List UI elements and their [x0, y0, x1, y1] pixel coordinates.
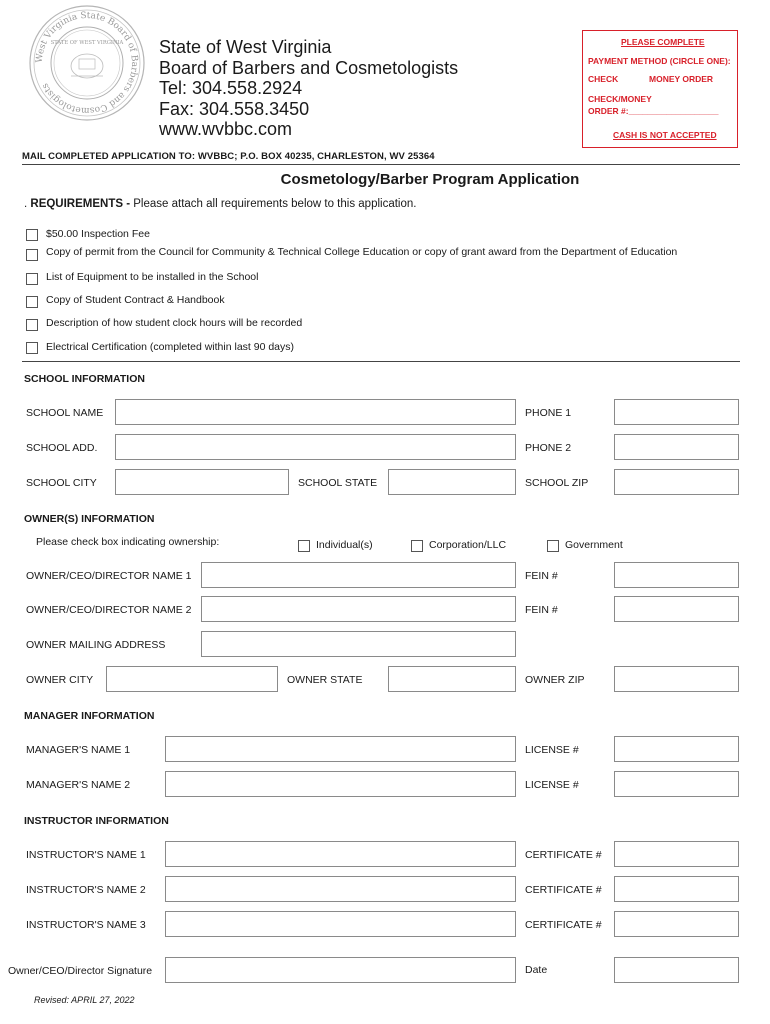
fein2-label: FEIN #: [525, 604, 558, 616]
manager-info-heading: MANAGER INFORMATION: [24, 710, 155, 722]
instructor-name1-input[interactable]: [165, 841, 516, 867]
ownership-individual-label: Individual(s): [316, 539, 373, 551]
manager-name1-label: MANAGER'S NAME 1: [26, 744, 131, 756]
phone2-label: PHONE 2: [525, 442, 572, 454]
fein2-input[interactable]: [614, 596, 739, 622]
payment-method-label: PAYMENT METHOD (CIRCLE ONE):: [588, 56, 731, 66]
school-state-label: SCHOOL STATE: [298, 477, 378, 489]
payment-method-box: [582, 30, 738, 148]
owner-name1-input[interactable]: [201, 562, 516, 588]
requirements-heading: . REQUIREMENTS - Please attach all requirements below to this application.: [24, 198, 417, 210]
date-label: Date: [525, 964, 548, 976]
owner-name2-input[interactable]: [201, 596, 516, 622]
school-state-input[interactable]: [388, 469, 516, 495]
date-input[interactable]: [614, 957, 739, 983]
ownership-individual-checkbox[interactable]: [298, 540, 310, 552]
owner-info-heading: OWNER(S) INFORMATION: [24, 513, 155, 525]
owner-name2-label: OWNER/CEO/DIRECTOR NAME 2: [26, 604, 192, 616]
instructor-name2-input[interactable]: [165, 876, 516, 902]
signature-input[interactable]: [165, 957, 516, 983]
payment-option-money-order[interactable]: MONEY ORDER: [649, 74, 714, 84]
school-city-label: SCHOOL CITY: [26, 477, 97, 489]
certificate3-input[interactable]: [614, 911, 739, 937]
mailing-instructions: MAIL COMPLETED APPLICATION TO: WVBBC; P.O. BOX 40235, CHARLESTON, WV 25364: [22, 151, 435, 162]
req-checkbox-clock-hours[interactable]: [26, 319, 38, 331]
license1-label: LICENSE #: [525, 744, 579, 756]
req-item-clock-hours: Description of how student clock hours will be recorded: [46, 317, 303, 329]
req-checkbox-permit[interactable]: [26, 249, 38, 261]
owner-mailing-input[interactable]: [201, 631, 516, 657]
board-contact-block: [159, 37, 458, 140]
owner-zip-label: OWNER ZIP: [525, 674, 585, 686]
payment-option-check[interactable]: CHECK: [588, 74, 619, 84]
certificate3-label: CERTIFICATE #: [525, 919, 602, 931]
manager-name2-label: MANAGER'S NAME 2: [26, 779, 131, 791]
certificate2-label: CERTIFICATE #: [525, 884, 602, 896]
signature-label: Owner/CEO/Director Signature: [8, 965, 153, 977]
fein1-label: FEIN #: [525, 570, 558, 582]
owner-mailing-label: OWNER MAILING ADDRESS: [26, 639, 166, 651]
owner-state-label: OWNER STATE: [287, 674, 363, 686]
ownership-prompt: Please check box indicating ownership:: [36, 536, 220, 548]
req-item-fee: $50.00 Inspection Fee: [46, 228, 150, 240]
owner-name1-label: OWNER/CEO/DIRECTOR NAME 1: [26, 570, 192, 582]
page-title: Cosmetology/Barber Program Application: [280, 171, 580, 188]
owner-city-label: OWNER CITY: [26, 674, 94, 686]
certificate1-label: CERTIFICATE #: [525, 849, 602, 861]
manager-name2-input[interactable]: [165, 771, 516, 797]
req-item-permit: Copy of permit from the Council for Community & Technical College Education or copy of grant award from the Department of Education: [46, 246, 678, 258]
state-board-seal: [28, 4, 146, 122]
org-line-1: State of West Virginia: [159, 37, 332, 57]
school-info-heading: SCHOOL INFORMATION: [24, 373, 145, 385]
owner-state-input[interactable]: [388, 666, 516, 692]
phone2-input[interactable]: [614, 434, 739, 460]
req-checkbox-equipment[interactable]: [26, 273, 38, 285]
school-name-label: SCHOOL NAME: [26, 407, 104, 419]
tel-number: Tel: 304.558.2924: [159, 78, 303, 98]
phone1-label: PHONE 1: [525, 407, 572, 419]
req-checkbox-electrical[interactable]: [26, 342, 38, 354]
fein1-input[interactable]: [614, 562, 739, 588]
school-zip-input[interactable]: [614, 469, 739, 495]
revision-date: Revised: APRIL 27, 2022: [34, 995, 135, 1005]
certificate1-input[interactable]: [614, 841, 739, 867]
order-number-field[interactable]: ORDER #:___________________: [588, 106, 719, 116]
svg-text:West Virginia State Board of B: West Virginia State Board of Barbers and Cosmetologists: [34, 10, 140, 116]
req-checkbox-fee[interactable]: [26, 229, 38, 241]
org-line-2: Board of Barbers and Cosmetologists: [159, 57, 459, 78]
instructor-name3-label: INSTRUCTOR'S NAME 3: [26, 919, 146, 931]
instructor-name2-label: INSTRUCTOR'S NAME 2: [26, 884, 146, 896]
ownership-government-checkbox[interactable]: [547, 540, 559, 552]
school-zip-label: SCHOOL ZIP: [525, 477, 589, 489]
certificate2-input[interactable]: [614, 876, 739, 902]
ownership-government-label: Government: [565, 539, 623, 551]
school-address-label: SCHOOL ADD.: [26, 442, 98, 454]
school-name-input[interactable]: [115, 399, 516, 425]
req-item-contract: Copy of Student Contract & Handbook: [46, 294, 225, 306]
payment-heading: PLEASE COMPLETE: [621, 37, 705, 47]
payment-option-check-money[interactable]: CHECK/MONEY: [588, 94, 652, 104]
owner-city-input[interactable]: [106, 666, 278, 692]
manager-name1-input[interactable]: [165, 736, 516, 762]
owner-zip-input[interactable]: [614, 666, 739, 692]
req-item-electrical: Electrical Certification (completed within last 90 days): [46, 341, 295, 353]
instructor-name1-label: INSTRUCTOR'S NAME 1: [26, 849, 146, 861]
req-checkbox-contract[interactable]: [26, 296, 38, 308]
license2-input[interactable]: [614, 771, 739, 797]
website: www.wvbbc.com: [159, 119, 293, 139]
req-item-equipment: List of Equipment to be installed in the School: [46, 271, 259, 283]
school-address-input[interactable]: [115, 434, 516, 460]
divider: [22, 361, 740, 362]
instructor-name3-input[interactable]: [165, 911, 516, 937]
school-city-input[interactable]: [115, 469, 289, 495]
ownership-corp-label: Corporation/LLC: [429, 539, 507, 551]
license1-input[interactable]: [614, 736, 739, 762]
fax-number: Fax: 304.558.3450: [159, 98, 310, 119]
ownership-corp-checkbox[interactable]: [411, 540, 423, 552]
cash-not-accepted: CASH IS NOT ACCEPTED: [613, 130, 717, 140]
phone1-input[interactable]: [614, 399, 739, 425]
license2-label: LICENSE #: [525, 779, 579, 791]
instructor-info-heading: INSTRUCTOR INFORMATION: [24, 815, 169, 827]
svg-text:STATE OF WEST VIRGINIA: STATE OF WEST VIRGINIA: [50, 40, 124, 46]
divider: [22, 164, 740, 165]
